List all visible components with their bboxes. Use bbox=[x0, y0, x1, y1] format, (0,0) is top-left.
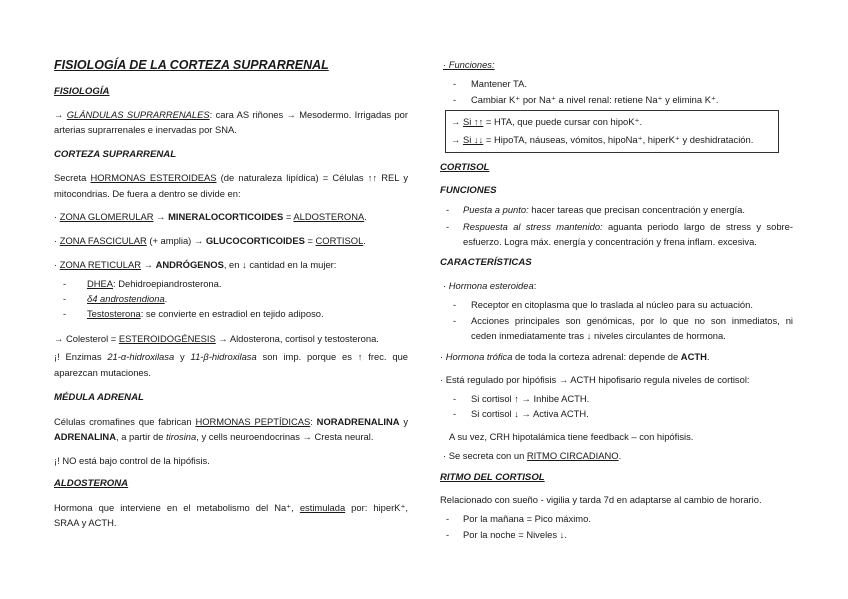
enzimas-line-2: aparezcan mutaciones. bbox=[54, 367, 151, 378]
funciones-small-heading: · Funciones: bbox=[443, 59, 495, 70]
heading-aldosterona: ALDOSTERONA bbox=[54, 478, 129, 489]
ritmo-line-1: Relacionado con sueño - vigilia y tarda 7d en adaptarse al cambio de horario. bbox=[440, 494, 762, 505]
list-item-text: Por la mañana = Pico máximo. bbox=[463, 513, 591, 524]
list-item: - bbox=[446, 529, 450, 540]
list-item: - bbox=[446, 513, 450, 524]
zona-glomerular: · ZONA GLOMERULAR → MINERALOCORTICOIDES = ALDOSTERONA. bbox=[54, 211, 367, 222]
list-item-text: Si cortisol ↑ → Inhibe ACTH. bbox=[471, 393, 590, 404]
list-item: - bbox=[453, 94, 457, 105]
list-item: - bbox=[453, 393, 457, 404]
list-item: - bbox=[446, 204, 450, 215]
corteza-line-2: mitocondrias. De fuera a dentro se divide en: bbox=[54, 188, 241, 199]
secreta-line: · Se secreta con un RITMO CIRCADIANO. bbox=[443, 450, 622, 461]
hormona-esteroidea: · Hormona esteroidea: bbox=[443, 280, 537, 291]
list-item: - bbox=[453, 408, 457, 419]
heading-fisiologia: FISIOLOGÍA bbox=[54, 86, 110, 97]
list-item-text: Si cortisol ↓ → Activa ACTH. bbox=[471, 408, 589, 419]
list-item-text: Mantener TA. bbox=[471, 78, 527, 89]
hormona-trofica: · Hormona trófica de toda la corteza adrenal: depende de ACTH. bbox=[440, 351, 710, 362]
medula-line-1: Células cromafines que fabrican HORMONAS PEPTÍDICAS: NORADRENALINA y bbox=[54, 416, 409, 427]
list-item-text: Cambiar K⁺ por Na⁺ a nivel renal: retiene Na⁺ y elimina K⁺. bbox=[471, 94, 719, 105]
zona-fascicular: · ZONA FASCICULAR (+ amplia) → GLUCOCORTICOIDES = CORTISOL. bbox=[54, 235, 366, 246]
list-item: - bbox=[453, 299, 457, 310]
box-line-1: → Si ↑↑ = HTA, que puede cursar con hipoK⁺. bbox=[451, 116, 643, 127]
medula-line-2: ADRENALINA, a partir de tirosina, y cells neuroendocrinas → Cresta neural. bbox=[54, 431, 374, 442]
list-item-text: Testosterona: se convierte en estradiol en tejido adiposo. bbox=[87, 308, 324, 319]
heading-medula: MÉDULA ADRENAL bbox=[54, 392, 144, 403]
colesterol-line: → Colesterol = ESTEROIDOGÉNESIS → Aldosterona, cortisol y testosterona. bbox=[54, 333, 379, 344]
heading-cortisol: CORTISOL bbox=[440, 162, 490, 173]
list-item-text: Por la noche = Niveles ↓. bbox=[463, 529, 567, 540]
list-item: - bbox=[446, 221, 450, 232]
medula-note: ¡! NO está bajo control de la hipófisis. bbox=[54, 455, 210, 466]
list-item-text: Respuesta al stress mantenido: aguanta periodo largo de stress y sobre- bbox=[463, 221, 793, 232]
list-item-text-cont: ceden inmediatamente tras ↓ niveles circulantes de hormona. bbox=[471, 330, 726, 341]
page-title: FISIOLOGÍA DE LA CORTEZA SUPRARRENAL bbox=[54, 58, 329, 72]
crh-line: A su vez, CRH hipotalámica tiene feedback – con hipófisis. bbox=[449, 431, 694, 442]
regulacion-line: · Está regulado por hipófisis → ACTH hipofisario regula niveles de cortisol: bbox=[440, 374, 750, 385]
list-item: - bbox=[453, 315, 457, 326]
heading-ritmo: RITMO DEL CORTISOL bbox=[440, 472, 545, 483]
fisiologia-line-1: → GLÁNDULAS SUPRARRENALES: cara AS riñones → Mesodermo. Irrigadas por bbox=[54, 109, 408, 120]
heading-corteza: CORTEZA SUPRARRENAL bbox=[54, 149, 177, 160]
list-item: - bbox=[63, 278, 67, 289]
aldosterona-line-1: Hormona que interviene en el metabolismo del Na⁺, estimulada por: hiperK⁺, bbox=[54, 502, 408, 513]
enzimas-line-1: ¡! Enzimas 21-α-hidroxilasa y 11-β-hidroxilasa son imp. porque es ↑ frec. que bbox=[54, 351, 408, 362]
heading-caracteristicas: CARACTERÍSTICAS bbox=[440, 257, 532, 268]
heading-funciones: FUNCIONES bbox=[440, 185, 497, 196]
list-item-text: Acciones principales son genómicas, por lo que no son inmediatos, ni bbox=[471, 315, 793, 326]
zona-reticular: · ZONA RETICULAR → ANDRÓGENOS, en ↓ cantidad en la mujer: bbox=[54, 259, 337, 270]
list-item: - bbox=[453, 78, 457, 89]
list-item-text-cont: esfuerzo. Logra máx. energía y concentración y frena inflam. excesiva. bbox=[463, 236, 757, 247]
list-item-text: δ4 androstendiona. bbox=[87, 293, 168, 304]
list-item-text: Receptor en citoplasma que lo traslada al núcleo para su actuación. bbox=[471, 299, 753, 310]
corteza-line-1: Secreta HORMONAS ESTEROIDEAS (de naturaleza lipídica) = Células ↑↑ REL y bbox=[54, 172, 409, 183]
list-item-text: DHEA: Dehidroepiandrosterona. bbox=[87, 278, 222, 289]
aldosterona-line-2: SRAA y ACTH. bbox=[54, 517, 117, 528]
box-line-2: → Si ↓↓ = HipoTA, náuseas, vómitos, hipoNa⁺, hiperK⁺ y deshidratación. bbox=[451, 134, 754, 145]
list-item: - bbox=[63, 293, 67, 304]
list-item: - bbox=[63, 308, 67, 319]
fisiologia-line-2: arterias suprarrenales e inervadas por SNA. bbox=[54, 124, 237, 135]
list-item-text: Puesta a punto: hacer tareas que precisan concentración y energía. bbox=[463, 204, 745, 215]
